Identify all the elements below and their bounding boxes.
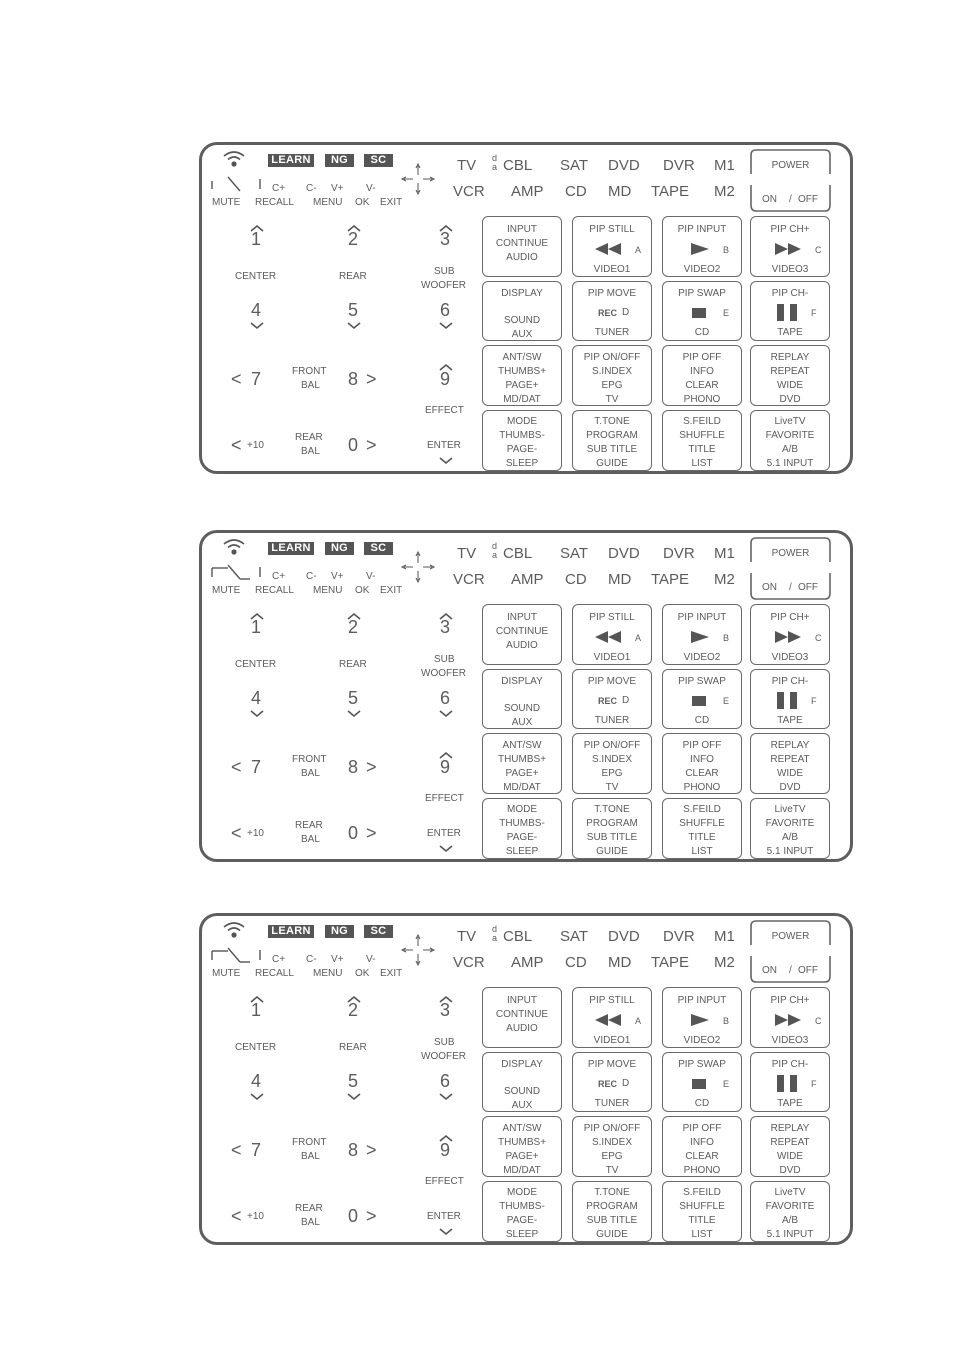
c-minus-label: C- (306, 954, 317, 965)
front-label: FRONT (292, 1137, 327, 1148)
rear-label: REAR (339, 1042, 367, 1053)
device-dvr: DVR (663, 928, 695, 945)
enter-label: ENTER (427, 1211, 461, 1222)
plus10-label: +10 (247, 828, 264, 839)
gt-arrow-0: > (366, 435, 377, 455)
digit-6: 6 (440, 300, 451, 320)
key-pip-swap: PIP SWAP E CD (662, 281, 742, 341)
key-pip-ch-plus: PIP CH+ C VIDEO3 (750, 216, 830, 277)
stop-icon (692, 1079, 706, 1089)
key-pip-ch-plus: PIP CH+ C VIDEO3 (750, 987, 830, 1048)
power-on-label: ON (762, 582, 777, 593)
rewind-icon (595, 243, 621, 255)
device-m2: M2 (714, 954, 735, 971)
digit-8: 8 (348, 1140, 359, 1160)
caret-down-icon (348, 323, 360, 328)
exit-label: EXIT (380, 585, 403, 596)
power-label: POWER (771, 548, 810, 559)
stop-icon (692, 696, 706, 706)
key-pip-move: PIP MOVE REC D TUNER (572, 1052, 652, 1112)
digit-5: 5 (348, 300, 359, 320)
digit-5: 5 (348, 1071, 359, 1091)
front-bal-label: BAL (301, 768, 320, 779)
key-s-feild: S.FEILD SHUFFLE TITLE LIST (662, 798, 742, 859)
device-md: MD (608, 571, 632, 588)
power-off-label: OFF (798, 582, 818, 593)
cbl-prefix-d: d (492, 541, 498, 551)
key-replay: REPLAY REPEAT WIDE DVD (750, 345, 830, 406)
gt-arrow-8: > (366, 369, 377, 389)
device-m2: M2 (714, 571, 735, 588)
menu-label: MENU (313, 585, 343, 596)
digit-0: 0 (348, 1206, 359, 1226)
sc-badge: SC (364, 925, 393, 938)
key-pip-onoff: PIP ON/OFF S.INDEX EPG TV (572, 1116, 652, 1177)
caret-down-icon (440, 458, 452, 463)
device-tv: TV (457, 157, 477, 174)
recall-label: RECALL (255, 585, 294, 596)
lt-arrow-7: < (231, 369, 242, 389)
v-plus-label: V+ (331, 954, 344, 965)
play-icon (691, 243, 709, 255)
effect-label: EFFECT (425, 405, 464, 416)
c-plus-label: C+ (272, 954, 286, 965)
key-pip-input: PIP INPUT B VIDEO2 (662, 604, 742, 665)
enter-label: ENTER (427, 440, 461, 451)
lcd-panel-2 (199, 530, 853, 862)
device-md: MD (608, 954, 632, 971)
digit-7: 7 (251, 757, 262, 777)
lt-arrow-10: < (231, 1206, 242, 1226)
rewind-icon (595, 1014, 621, 1026)
lcd-panel-3 (199, 913, 853, 1245)
digit-8: 8 (348, 757, 359, 777)
gt-arrow-8: > (366, 1140, 377, 1160)
lcd-panel-1 (199, 142, 853, 474)
c-minus-label: C- (306, 571, 317, 582)
exit-label: EXIT (380, 968, 403, 979)
cbl-prefix-a: a (492, 933, 498, 943)
menu-label: MENU (313, 197, 343, 208)
key-pip-input: PIP INPUT B VIDEO2 (662, 987, 742, 1048)
mute-label: MUTE (212, 197, 241, 208)
device-tape: TAPE (651, 183, 690, 200)
digit-1: 1 (251, 617, 262, 637)
rewind-icon (595, 631, 621, 643)
sub-label: SUB (434, 1037, 455, 1048)
rear-label: REAR (339, 271, 367, 282)
key-pip-ch-minus: PIP CH- F TAPE (750, 281, 830, 341)
device-cbl: CBL (503, 928, 533, 945)
cbl-prefix-a: a (492, 550, 498, 560)
key-display: DISPLAY SOUND AUX (482, 1052, 562, 1112)
power-sep: / (789, 194, 792, 205)
menu-label: MENU (313, 968, 343, 979)
center-label: CENTER (235, 271, 277, 282)
exit-label: EXIT (380, 197, 403, 208)
rear-bal-rear: REAR (295, 820, 323, 831)
rear-bal-label: BAL (301, 1217, 320, 1228)
key-livetv: LiveTV FAVORITE A/B 5.1 INPUT (750, 410, 830, 471)
key-pip-off: PIP OFF INFO CLEAR PHONO (662, 1116, 742, 1177)
fast-forward-icon (775, 1014, 801, 1026)
power-sep: / (789, 965, 792, 976)
learn-badge: LEARN (268, 925, 314, 938)
digit-8: 8 (348, 369, 359, 389)
digit-9: 9 (440, 1140, 451, 1160)
key-pip-still: PIP STILL A VIDEO1 (572, 987, 652, 1048)
pause-icon (777, 1075, 797, 1092)
key-mode: MODE THUMBS- PAGE- SLEEP (482, 410, 562, 471)
device-tv: TV (457, 545, 477, 562)
v-minus-label: V- (366, 954, 376, 965)
sc-badge: SC (364, 542, 393, 555)
device-dvr: DVR (663, 545, 695, 562)
caret-down-icon (440, 1229, 452, 1234)
front-label: FRONT (292, 754, 327, 765)
device-cd: CD (565, 183, 587, 200)
key-pip-ch-minus: PIP CH- F TAPE (750, 1052, 830, 1112)
cbl-prefix-a: a (492, 162, 498, 172)
power-label: POWER (771, 160, 810, 171)
key-ant-sw: ANT/SW THUMBS+ PAGE+ MD/DAT (482, 345, 562, 406)
gt-arrow-0: > (366, 1206, 377, 1226)
sub-label: SUB (434, 266, 455, 277)
device-amp: AMP (511, 954, 544, 971)
key-livetv: LiveTV FAVORITE A/B 5.1 INPUT (750, 1181, 830, 1242)
digit-2: 2 (348, 229, 359, 249)
digit-2: 2 (348, 1000, 359, 1020)
effect-label: EFFECT (425, 1176, 464, 1187)
key-pip-onoff: PIP ON/OFF S.INDEX EPG TV (572, 345, 652, 406)
key-s-feild: S.FEILD SHUFFLE TITLE LIST (662, 1181, 742, 1242)
digit-6: 6 (440, 688, 451, 708)
device-m1: M1 (714, 157, 735, 174)
gt-arrow-0: > (366, 823, 377, 843)
digit-9: 9 (440, 757, 451, 777)
plus10-label: +10 (247, 440, 264, 451)
ng-badge: NG (325, 154, 354, 167)
digit-4: 4 (251, 1071, 262, 1091)
digit-1: 1 (251, 229, 262, 249)
mute-label: MUTE (212, 585, 241, 596)
ok-label: OK (355, 197, 370, 208)
caret-down-icon (440, 711, 452, 716)
woofer-label: WOOFER (421, 1051, 466, 1062)
rear-bal-rear: REAR (295, 1203, 323, 1214)
device-tape: TAPE (651, 571, 690, 588)
c-minus-label: C- (306, 183, 317, 194)
v-plus-label: V+ (331, 183, 344, 194)
play-icon (691, 631, 709, 643)
key-pip-off: PIP OFF INFO CLEAR PHONO (662, 345, 742, 406)
caret-down-icon (440, 846, 452, 851)
ok-label: OK (355, 968, 370, 979)
gt-arrow-8: > (366, 757, 377, 777)
mute-label: MUTE (212, 968, 241, 979)
device-amp: AMP (511, 183, 544, 200)
key-t-tone: T.TONE PROGRAM SUB TITLE GUIDE (572, 798, 652, 859)
key-input: INPUT CONTINUE AUDIO (482, 216, 562, 277)
power-on-label: ON (762, 965, 777, 976)
key-pip-still: PIP STILL A VIDEO1 (572, 216, 652, 277)
digit-1: 1 (251, 1000, 262, 1020)
key-replay: REPLAY REPEAT WIDE DVD (750, 1116, 830, 1177)
key-mode: MODE THUMBS- PAGE- SLEEP (482, 1181, 562, 1242)
cbl-prefix-d: d (492, 153, 498, 163)
key-mode: MODE THUMBS- PAGE- SLEEP (482, 798, 562, 859)
device-sat: SAT (560, 157, 589, 174)
device-cd: CD (565, 954, 587, 971)
center-label: CENTER (235, 1042, 277, 1053)
key-t-tone: T.TONE PROGRAM SUB TITLE GUIDE (572, 1181, 652, 1242)
lt-arrow-10: < (231, 435, 242, 455)
digit-0: 0 (348, 823, 359, 843)
digit-7: 7 (251, 1140, 262, 1160)
caret-down-icon (251, 323, 263, 328)
digit-3: 3 (440, 617, 451, 637)
device-cbl: CBL (503, 157, 533, 174)
key-display: DISPLAY SOUND AUX (482, 281, 562, 341)
stop-icon (692, 308, 706, 318)
device-m1: M1 (714, 545, 735, 562)
key-replay: REPLAY REPEAT WIDE DVD (750, 733, 830, 794)
power-off-label: OFF (798, 194, 818, 205)
key-s-feild: S.FEILD SHUFFLE TITLE LIST (662, 410, 742, 471)
learn-badge: LEARN (268, 542, 314, 555)
device-m1: M1 (714, 928, 735, 945)
key-pip-still: PIP STILL A VIDEO1 (572, 604, 652, 665)
device-m2: M2 (714, 183, 735, 200)
fast-forward-icon (775, 631, 801, 643)
pause-icon (777, 692, 797, 709)
digit-5: 5 (348, 688, 359, 708)
device-cbl: CBL (503, 545, 533, 562)
power-off-label: OFF (798, 965, 818, 976)
device-sat: SAT (560, 928, 589, 945)
woofer-label: WOOFER (421, 280, 466, 291)
key-livetv: LiveTV FAVORITE A/B 5.1 INPUT (750, 798, 830, 859)
device-dvd: DVD (608, 928, 640, 945)
sub-label: SUB (434, 654, 455, 665)
device-md: MD (608, 183, 632, 200)
digit-3: 3 (440, 229, 451, 249)
center-label: CENTER (235, 659, 277, 670)
key-display: DISPLAY SOUND AUX (482, 669, 562, 729)
key-pip-ch-minus: PIP CH- F TAPE (750, 669, 830, 729)
caret-down-icon (251, 711, 263, 716)
key-pip-off: PIP OFF INFO CLEAR PHONO (662, 733, 742, 794)
pause-icon (777, 304, 797, 321)
key-pip-move: PIP MOVE REC D TUNER (572, 669, 652, 729)
plus10-label: +10 (247, 1211, 264, 1222)
digit-4: 4 (251, 688, 262, 708)
caret-down-icon (440, 323, 452, 328)
sc-badge: SC (364, 154, 393, 167)
digit-9: 9 (440, 369, 451, 389)
device-cd: CD (565, 571, 587, 588)
device-vcr: VCR (453, 954, 485, 971)
recall-label: RECALL (255, 968, 294, 979)
enter-label: ENTER (427, 828, 461, 839)
lt-arrow-7: < (231, 1140, 242, 1160)
front-label: FRONT (292, 366, 327, 377)
device-tv: TV (457, 928, 477, 945)
device-vcr: VCR (453, 183, 485, 200)
key-pip-swap: PIP SWAP E CD (662, 1052, 742, 1112)
ng-badge: NG (325, 925, 354, 938)
c-plus-label: C+ (272, 183, 286, 194)
power-sep: / (789, 582, 792, 593)
rear-label: REAR (339, 659, 367, 670)
lt-arrow-7: < (231, 757, 242, 777)
device-amp: AMP (511, 571, 544, 588)
digit-4: 4 (251, 300, 262, 320)
digit-7: 7 (251, 369, 262, 389)
key-pip-move: PIP MOVE REC D TUNER (572, 281, 652, 341)
digit-0: 0 (348, 435, 359, 455)
learn-badge: LEARN (268, 154, 314, 167)
rear-bal-label: BAL (301, 446, 320, 457)
woofer-label: WOOFER (421, 668, 466, 679)
v-minus-label: V- (366, 571, 376, 582)
v-minus-label: V- (366, 183, 376, 194)
front-bal-label: BAL (301, 380, 320, 391)
key-input: INPUT CONTINUE AUDIO (482, 604, 562, 665)
key-pip-swap: PIP SWAP E CD (662, 669, 742, 729)
c-plus-label: C+ (272, 571, 286, 582)
caret-down-icon (348, 1094, 360, 1099)
front-bal-label: BAL (301, 1151, 320, 1162)
recall-label: RECALL (255, 197, 294, 208)
key-pip-onoff: PIP ON/OFF S.INDEX EPG TV (572, 733, 652, 794)
digit-2: 2 (348, 617, 359, 637)
rear-bal-rear: REAR (295, 432, 323, 443)
fast-forward-icon (775, 243, 801, 255)
device-tape: TAPE (651, 954, 690, 971)
digit-6: 6 (440, 1071, 451, 1091)
device-dvr: DVR (663, 157, 695, 174)
ok-label: OK (355, 585, 370, 596)
device-sat: SAT (560, 545, 589, 562)
caret-down-icon (251, 1094, 263, 1099)
play-icon (691, 1014, 709, 1026)
cbl-prefix-d: d (492, 924, 498, 934)
power-label: POWER (771, 931, 810, 942)
key-input: INPUT CONTINUE AUDIO (482, 987, 562, 1048)
key-t-tone: T.TONE PROGRAM SUB TITLE GUIDE (572, 410, 652, 471)
caret-down-icon (440, 1094, 452, 1099)
key-ant-sw: ANT/SW THUMBS+ PAGE+ MD/DAT (482, 733, 562, 794)
effect-label: EFFECT (425, 793, 464, 804)
key-ant-sw: ANT/SW THUMBS+ PAGE+ MD/DAT (482, 1116, 562, 1177)
lt-arrow-10: < (231, 823, 242, 843)
key-pip-ch-plus: PIP CH+ C VIDEO3 (750, 604, 830, 665)
device-dvd: DVD (608, 545, 640, 562)
device-dvd: DVD (608, 157, 640, 174)
caret-down-icon (348, 711, 360, 716)
key-pip-input: PIP INPUT B VIDEO2 (662, 216, 742, 277)
device-vcr: VCR (453, 571, 485, 588)
power-on-label: ON (762, 194, 777, 205)
ng-badge: NG (325, 542, 354, 555)
digit-3: 3 (440, 1000, 451, 1020)
rear-bal-label: BAL (301, 834, 320, 845)
v-plus-label: V+ (331, 571, 344, 582)
